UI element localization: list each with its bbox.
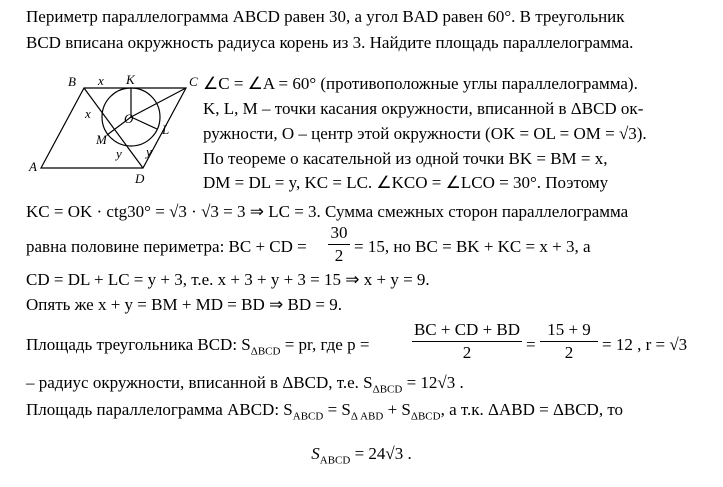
final-answer: $S_{ABCD} = 24√3$ . [311, 444, 412, 467]
radius-ol [131, 117, 157, 129]
label-d: D [135, 171, 145, 186]
solution-line-2: K, L, M – точки касания окружности, вписанной в ΔBCD ок- [203, 99, 644, 118]
solution-line-4: По теореме о касательной из одной точки BK = BM = x, [203, 149, 608, 168]
solution-line-11: – радиус окружности, вписанной в ΔBCD, т.е. $S_{\Delta BCD} = 12√3$ . [26, 373, 464, 396]
label-y-side: y [146, 144, 152, 159]
fraction-semi-perimeter [412, 320, 522, 363]
fraction-half-perimeter-denominator: 2 [334, 246, 344, 265]
problem-line-2: BCD вписана окружность радиуса корень из 3. Найдите площадь параллелограмма. [26, 33, 634, 52]
solution-line-5: DM = DL = y, KC = LC. ∠KCO = ∠LCO = 30°. Поэтому [203, 173, 609, 192]
solution-line-7-right: = 15, но BC = BK + KC = x + 3, а [354, 237, 591, 256]
label-o: O [124, 111, 134, 126]
solution-line-6: KC = OK · ctg30° = √3 · √3 = 3 ⇒ LC = 3. Сумма смежных сторон параллелограмма [26, 202, 629, 221]
label-k: K [126, 72, 135, 87]
label-l: L [162, 122, 170, 137]
label-x-top: x [98, 73, 104, 88]
solution-line-1: ∠C = ∠A = 60° (противоположные углы параллелограмма). [203, 74, 638, 93]
label-c: C [189, 74, 198, 89]
solution-line-10-left: Площадь треугольника BCD: $S_{\Delta BCD}$ = pr, где p = [26, 335, 370, 358]
label-y-diag: y [116, 146, 122, 161]
diagonal-bd [84, 88, 143, 168]
solution-line-3: ружности, O – центр этой окружности (OK = OL = OM = √3). [203, 124, 647, 143]
fraction-half-perimeter-numerator: 30 [330, 223, 348, 242]
fraction-semi-perimeter-numerator: BC + CD + BD [413, 320, 521, 339]
solution-line-8: CD = DL + LC = y + 3, т.е. x + 3 + y + 3 = 15 ⇒ x + y = 9. [26, 270, 430, 289]
fraction-semi-perimeter-value [540, 320, 598, 363]
fraction-semi-perimeter-denominator: 2 [462, 343, 472, 362]
problem-line-1: Периметр параллелограмма ABCD равен 30, а угол BAD равен 60°. В треугольник [26, 7, 625, 26]
solution-line-9: Опять же x + y = BM + MD = BD ⇒ BD = 9. [26, 295, 342, 314]
fraction-semi-perimeter-value-numerator: 15 + 9 [547, 320, 591, 339]
label-b: B [68, 74, 76, 89]
label-x-diag: x [85, 106, 91, 121]
label-a: A [29, 159, 37, 174]
parallelogram-figure [28, 72, 228, 192]
solution-line-12: Площадь параллелограмма ABCD: $S_{ABCD} = S_{\Delta ABD} + S_{\Delta BCD}$, а т.к. ΔABD = ΔBCD, то [26, 400, 624, 423]
solution-line-10-right: = 12 , r = √3 [602, 335, 688, 354]
fraction-semi-perimeter-value-denominator: 2 [564, 343, 574, 362]
solution-line-7-left: равна половине периметра: BC + CD = [26, 237, 307, 256]
equals-sign: = [526, 335, 536, 354]
label-m: M [96, 132, 107, 147]
fraction-half-perimeter [328, 223, 350, 266]
